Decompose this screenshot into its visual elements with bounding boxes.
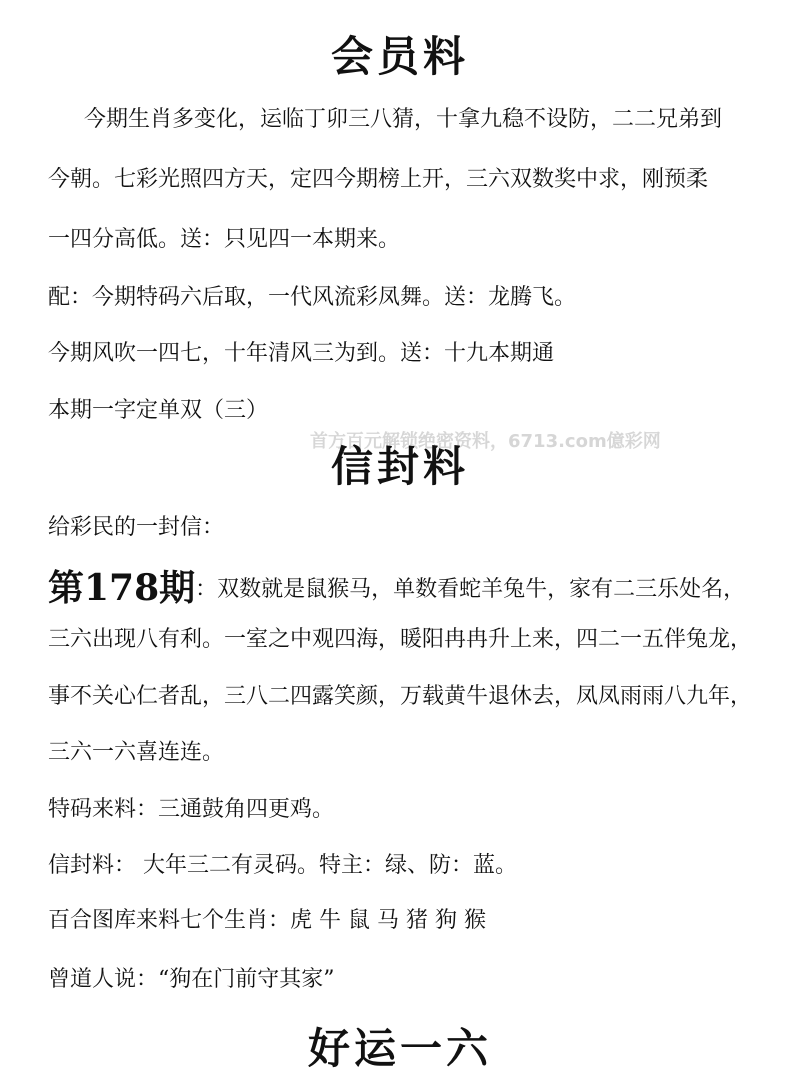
letter-line-3: 三六一六喜连连。: [48, 740, 225, 765]
member-line-1: 今期生肖多变化，运临丁卯三八猜，十拿九稳不设防，二二兄弟到: [84, 107, 723, 132]
issue-text: ：双数就是鼠猴马，单数看蛇羊兔牛，家有二三乐处名，: [195, 577, 746, 602]
letter-line-1: 三六出现八有利。一室之中观四海，暖阳冉冉升上来，四二一五伴兔龙，: [48, 627, 753, 652]
member-line-3: 一四分高低。送：只见四一本期来。: [48, 227, 401, 252]
letter-issue-line: [48, 560, 786, 611]
issue-number: 第178期: [48, 567, 196, 609]
letter-intro: 给彩民的一封信：: [48, 515, 225, 540]
section-title-luck: 好运一六: [307, 1024, 492, 1073]
section-title-letter: 信封料: [330, 442, 469, 491]
section-title-member: 会员料: [330, 32, 469, 81]
letter-line-5: 信封料： 大年三二有灵码。特主：绿、防：蓝。: [48, 853, 517, 878]
letter-line-2: 事不关心仁者乱，三八二四露笑颜，万载黄牛退休去，凤凤雨雨八九年，: [48, 684, 753, 709]
member-line-2: 今朝。七彩光照四方天，定四今期榜上开，三六双数奖中求，刚预柔: [48, 167, 709, 192]
member-line-5: 今期风吹一四七，十年清风三为到。送：十九本期通: [48, 341, 555, 366]
letter-line-6: 百合图库来料七个生肖：虎 牛 鼠 马 猪 狗 猴: [48, 908, 486, 933]
watermark-text: 首方百元解锁绝密资料，6713.com億彩网: [310, 431, 661, 452]
letter-line-7: 曾道人说：“狗在门前守其家”: [48, 967, 335, 992]
member-line-4: 配：今期特码六后取，一代风流彩凤舞。送：龙腾飞。: [48, 285, 577, 310]
member-line-6: 本期一字定单双（三）: [48, 398, 269, 423]
letter-line-4: 特码来料：三通鼓角四更鸡。: [48, 797, 335, 822]
